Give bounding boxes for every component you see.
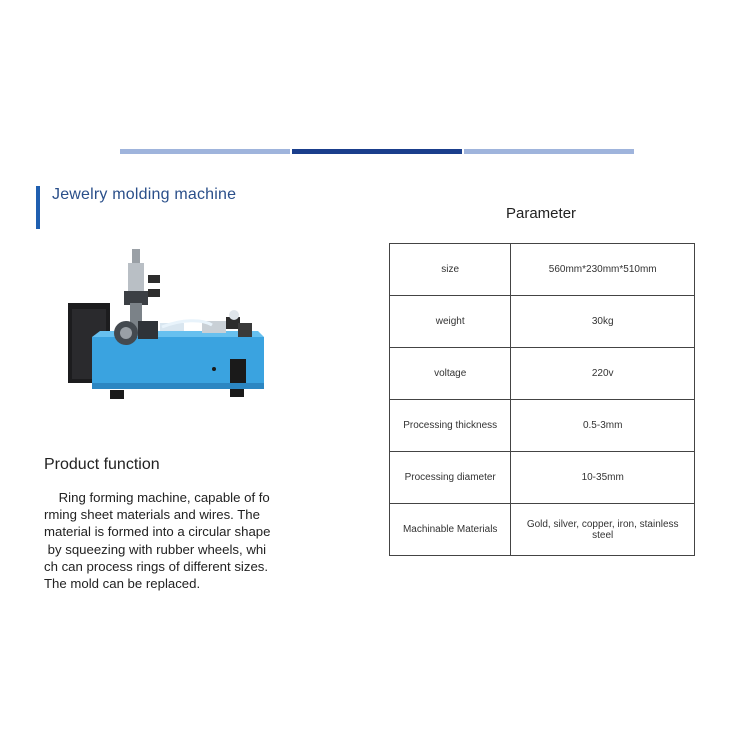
table-row	[390, 296, 695, 348]
param-name: Processing thickness	[390, 400, 511, 452]
decorative-divider-bars	[120, 149, 634, 156]
param-value: 10-35mm	[511, 452, 695, 504]
parameter-title: Parameter	[506, 205, 577, 222]
param-name: size	[390, 244, 511, 296]
description-line: ch can process rings of different sizes.	[44, 558, 269, 574]
param-name: weight	[390, 296, 511, 348]
machine-illustration	[62, 245, 272, 405]
description-line: Ring forming machine, capable of fo	[44, 490, 270, 505]
description-line: material is formed into a circular shape	[44, 524, 271, 540]
divider-bar-right	[464, 149, 634, 154]
description-line: rming sheet materials and wires. The	[44, 507, 260, 523]
param-value: 220v	[511, 348, 695, 400]
param-value: 0.5-3mm	[511, 400, 695, 452]
parameter-table	[389, 243, 695, 556]
product-function-title: Product function	[44, 456, 160, 473]
param-value: 560mm*230mm*510mm	[511, 244, 695, 296]
description-line: The mold can be replaced.	[44, 576, 201, 592]
table-row	[390, 244, 695, 296]
param-name: voltage	[390, 348, 511, 400]
divider-bar-left	[120, 149, 290, 154]
table-row	[390, 348, 695, 400]
param-name: Machinable Materials	[390, 504, 511, 556]
table-row	[390, 452, 695, 504]
param-value: 30kg	[511, 296, 695, 348]
machine-image	[62, 245, 272, 405]
table-row	[390, 400, 695, 452]
param-name: Processing diameter	[390, 452, 511, 504]
page-title: Jewelry molding machine	[52, 186, 237, 203]
description-line: by squeezing with rubber wheels, whi	[44, 541, 267, 557]
title-accent-bar	[36, 186, 40, 229]
table-row	[390, 504, 695, 556]
param-value: Gold, silver, copper, iron, stainless steel	[511, 504, 695, 556]
divider-bar-middle	[292, 149, 462, 154]
product-function-description	[44, 489, 284, 592]
